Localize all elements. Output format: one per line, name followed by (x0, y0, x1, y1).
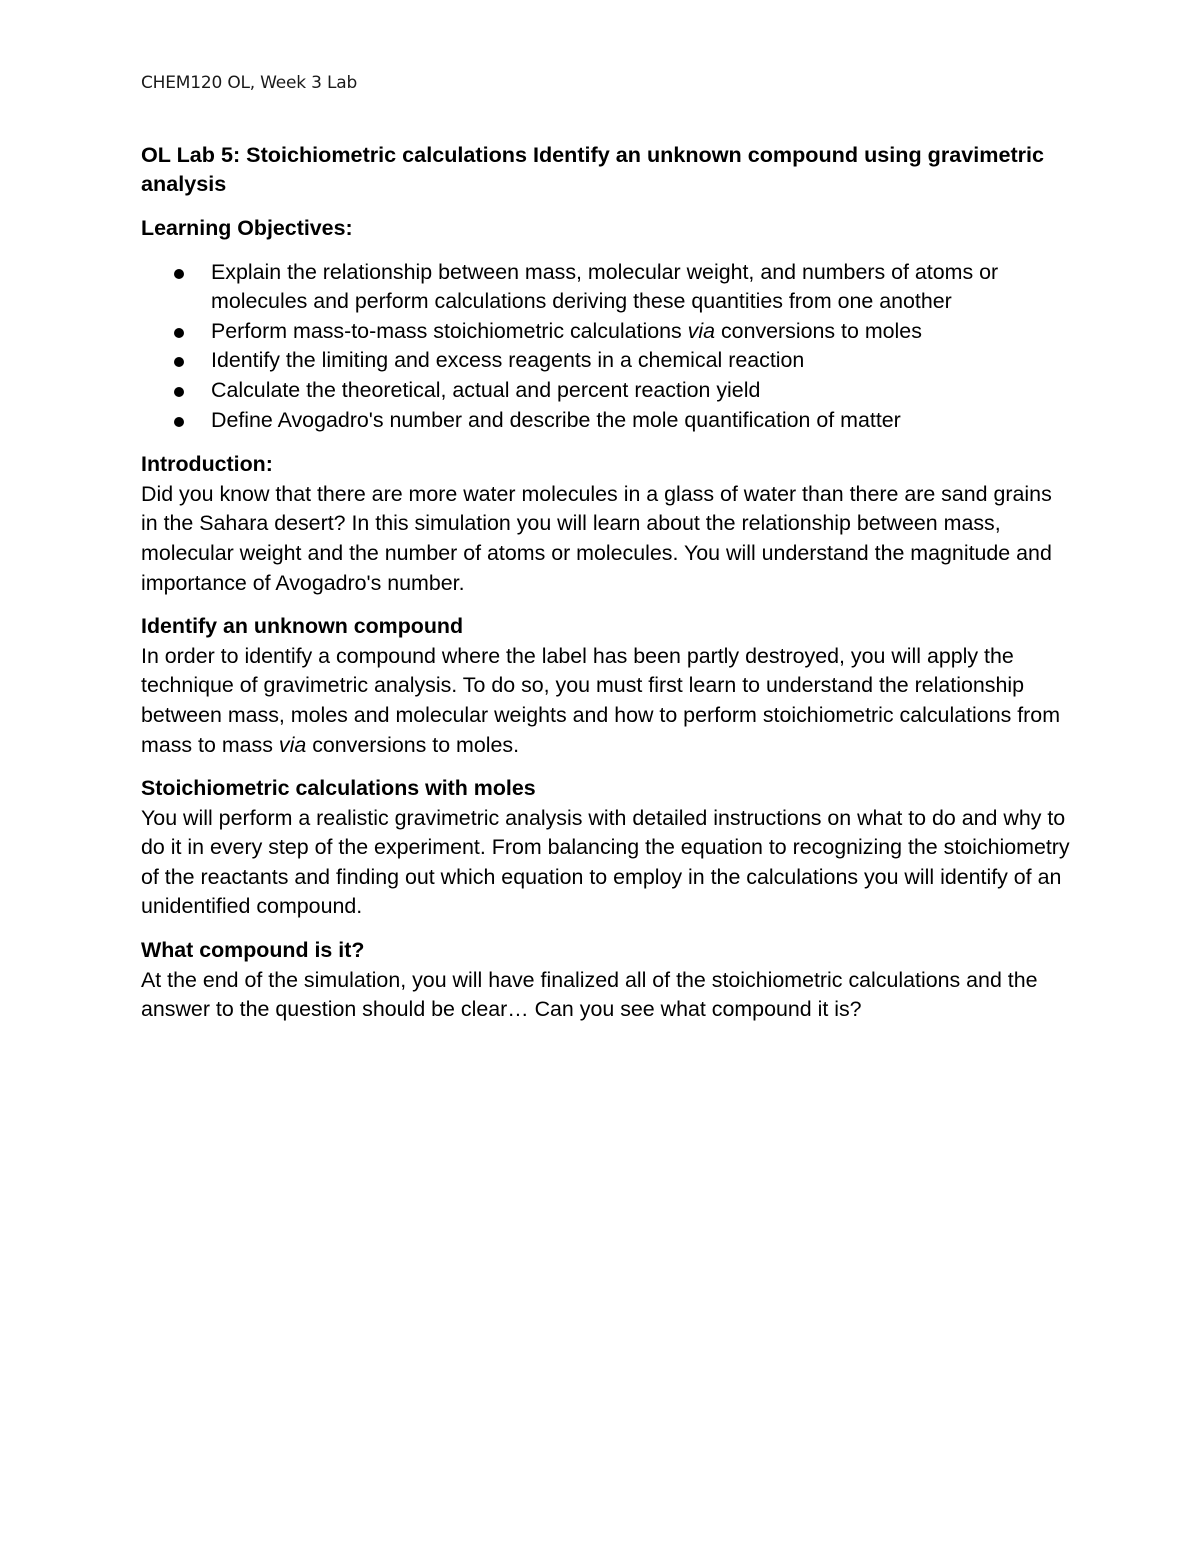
what-compound-body: At the end of the simulation, you will have finalized all of the stoichiometric calculations and the answer to the question should be clear… Can you see what compound it is? (141, 967, 1038, 1022)
introduction-body: Did you know that there are more water molecules in a glass of water than there are sand grains in the Sahara desert? In this simulation you will learn about the relationship between mass, molecular weight and the number of atoms or molecules. You will understand the magnitude and importance of Avogadro's number. (141, 481, 1052, 595)
document-body (141, 141, 1071, 1039)
objective-text-emphasis: via (687, 318, 716, 343)
bullet-icon (174, 269, 184, 279)
objective-text: Identify the limiting and excess reagents in a chemical reaction (211, 348, 805, 373)
page-header: CHEM120 OL, Week 3 Lab (141, 73, 358, 93)
objective-text: Define Avogadro's number and describe the mole quantification of matter (211, 407, 901, 432)
objective-text-start: Perform mass-to-mass stoichiometric calculations (211, 318, 688, 343)
list-item (141, 406, 1071, 436)
objective-text-end: conversions to moles (715, 318, 922, 343)
identify-body-emphasis: via (278, 732, 307, 757)
introduction-section (141, 450, 1071, 598)
identify-section (141, 612, 1071, 760)
document-title: OL Lab 5: Stoichiometric calculations Identify an unknown compound using gravimetric analysis (141, 142, 1045, 196)
stoichiometric-section (141, 774, 1071, 922)
introduction-heading: Introduction: (141, 452, 273, 477)
bullet-icon (174, 357, 184, 367)
stoichiometric-heading: Stoichiometric calculations with moles (141, 776, 536, 801)
bullet-icon (174, 328, 184, 338)
objective-text: Explain the relationship between mass, molecular weight, and numbers of atoms or molecules and perform calculations deriving these quantities from one another (211, 259, 999, 314)
list-item (141, 317, 1071, 347)
identify-body (141, 642, 1071, 760)
objectives-heading: Learning Objectives: (141, 216, 353, 240)
identify-body-start: In order to identify a compound where the label has been partly destroyed, you will apply the technique of gravimetric analysis. To do so, you must first learn to understand the relationship between mass, moles and molecular weights and how to perform stoichiometric calculations from mass to mass (141, 643, 1061, 757)
stoichiometric-body: You will perform a realistic gravimetric analysis with detailed instructions on what to do and why to do it in every step of the experiment. From balancing the equation to recognizing the stoichiometry of the reactants and finding out which equation to employ in the calculations you will identify of an unidentified compound. (141, 805, 1070, 919)
what-compound-section (141, 936, 1071, 1025)
objective-text: Calculate the theoretical, actual and percent reaction yield (211, 377, 761, 402)
identify-heading: Identify an unknown compound (141, 614, 464, 639)
list-item (141, 258, 1071, 317)
bullet-icon (174, 417, 184, 427)
list-item (141, 376, 1071, 406)
what-compound-heading: What compound is it? (141, 938, 365, 963)
objectives-list (141, 258, 1071, 436)
bullet-icon (174, 387, 184, 397)
identify-body-end: conversions to moles. (306, 732, 520, 757)
list-item (141, 346, 1071, 376)
